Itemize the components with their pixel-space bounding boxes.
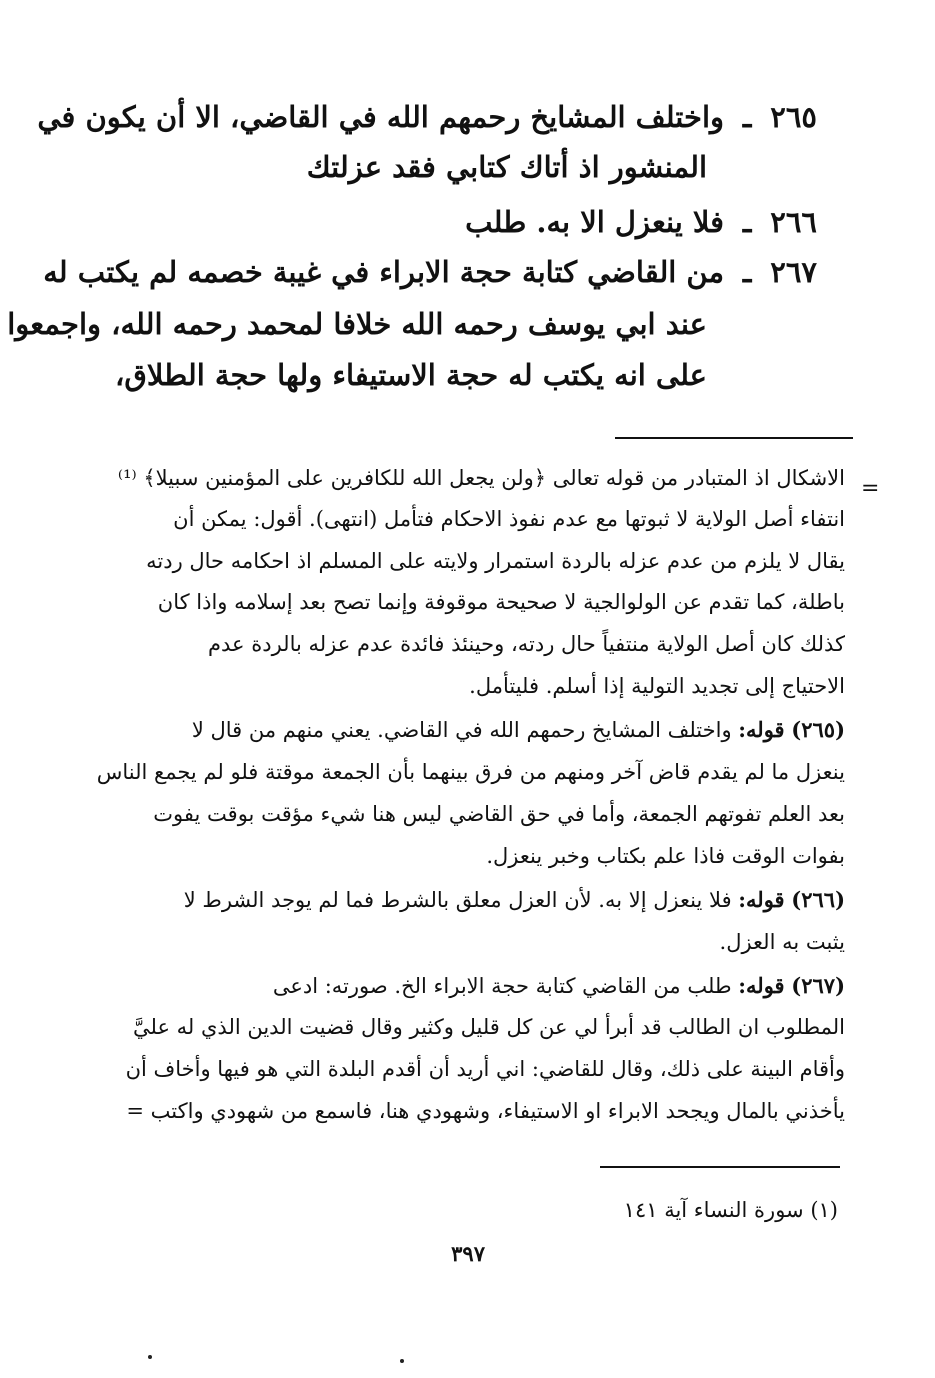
entry-number: ٢٦٦ [770,205,817,239]
scan-speck [400,1359,404,1363]
commentary-text: طلب من القاضي كتابة حجة الابراء الخ. صورته: ادعى [272,974,732,998]
entry-number: ٢٦٧ [770,255,817,289]
entry-number: ٢٦٥ [770,100,817,134]
main-entry-267-line-2: عند ابي يوسف رحمه الله خلافا لمحمد رحمه الله، واجمعوا [7,307,707,341]
main-entry-265-line-1 [37,100,817,134]
commentary-p3-line-1 [184,887,845,912]
commentary-label: قوله: [738,973,785,998]
commentary-p4-line-2: المطلوب ان الطالب قد أبرأ لي عن كل قليل وكثير وقال قضيت الدين الذي له عليَّ [132,1015,845,1039]
separator-rule [615,437,853,439]
commentary-label: قوله: [738,887,785,912]
commentary-ref: (٢٦٦) [791,887,845,912]
entry-dash: ـ [742,100,752,134]
footnote-rule [600,1166,840,1168]
entry-text: واختلف المشايخ رحمهم الله في القاضي، الا أن يكون في [37,100,725,134]
scan-speck [148,1355,152,1359]
commentary-p1-line-3: يقال لا يلزم من عدم عزله بالردة استمرار ولايته على المسلم اذ احكامه حال ردته [146,549,845,573]
main-entry-267-line-1 [43,255,817,289]
commentary-p4-line-3: وأقام البينة على ذلك، وقال للقاضي: اني أريد أن أقدم البلدة التي هو فيها وأخاف أن [125,1057,845,1081]
commentary-p2-line-1 [192,717,845,742]
main-entry-267-line-3: على انه يكتب له حجة الاستيفاء ولها حجة الطلاق، [114,358,707,392]
commentary-label: قوله: [738,717,785,742]
commentary-p3-line-2: يثبت به العزل. [719,930,845,954]
page-number: ٣٩٧ [451,1241,485,1266]
commentary-p4-line-4: يأخذني بالمال ويجحد الابراء او الاستيفاء، وشهودي هنا، فاسمع من شهودي واكتب = [126,1099,845,1123]
main-entry-265-line-2: المنشور اذ أتاك كتابي فقد عزلتك [306,150,707,184]
continuation-mark-top: = [861,476,880,501]
entry-dash: ـ [742,255,752,289]
commentary-p2-line-4: بفوات الوقت فاذا علم بكتاب وخبر ينعزل. [486,844,845,868]
commentary-p1-line-5: كذلك كان أصل الولاية منتفياً حال ردته، وحينئذ فائدة عدم عزله بالردة عدم [208,632,845,656]
entry-text: فلا ينعزل الا به. طلب [465,205,725,239]
commentary-p4-line-1 [273,973,845,998]
commentary-text: واختلف المشايخ رحمهم الله في القاضي. يعني منهم من قال لا [191,718,732,742]
main-entry-266-line-1 [465,205,817,239]
commentary-p1-line-6: الاحتياج إلى تجديد التولية إذا أسلم. فليتأمل. [469,674,845,698]
commentary-p1-line-4: باطلة، كما تقدم عن الولوالجية لا صحيحة موقوفة وإنما تصح بعد إسلامه واذا كان [157,590,845,614]
entry-text: من القاضي كتابة حجة الابراء في غيبة خصمه لم يكتب له [43,255,725,289]
commentary-p2-line-3: بعد العلم تفوتهم الجمعة، وأما في حق القاضي ليس هنا شيء مؤقت بوقت يفوت [153,802,845,826]
commentary-ref: (٢٦٧) [791,973,845,998]
commentary-p2-line-2: ينعزل ما لم يقدم قاض آخر ومنهم من فرق بينهما بأن الجمعة موقتة فلو لم يجمع الناس [96,760,845,784]
footnote: (١) سورة النساء آية ١٤١ [623,1198,838,1222]
commentary-p1-line-1: الاشكال اذ المتبادر من قوله تعالى ﴿ولن يجعل الله للكافرين على المؤمنين سبيلا﴾ ⁽¹⁾ [117,466,845,490]
commentary-text: فلا ينعزل إلا به. لأن العزل معلق بالشرط فما لم يوجد الشرط لا [183,888,732,912]
commentary-ref: (٢٦٥) [791,717,845,742]
entry-dash: ـ [742,205,752,239]
commentary-p1-line-2: انتفاء أصل الولاية لا ثبوتها مع عدم نفوذ الاحكام فتأمل (انتهى). أقول: يمكن أن [173,507,845,531]
